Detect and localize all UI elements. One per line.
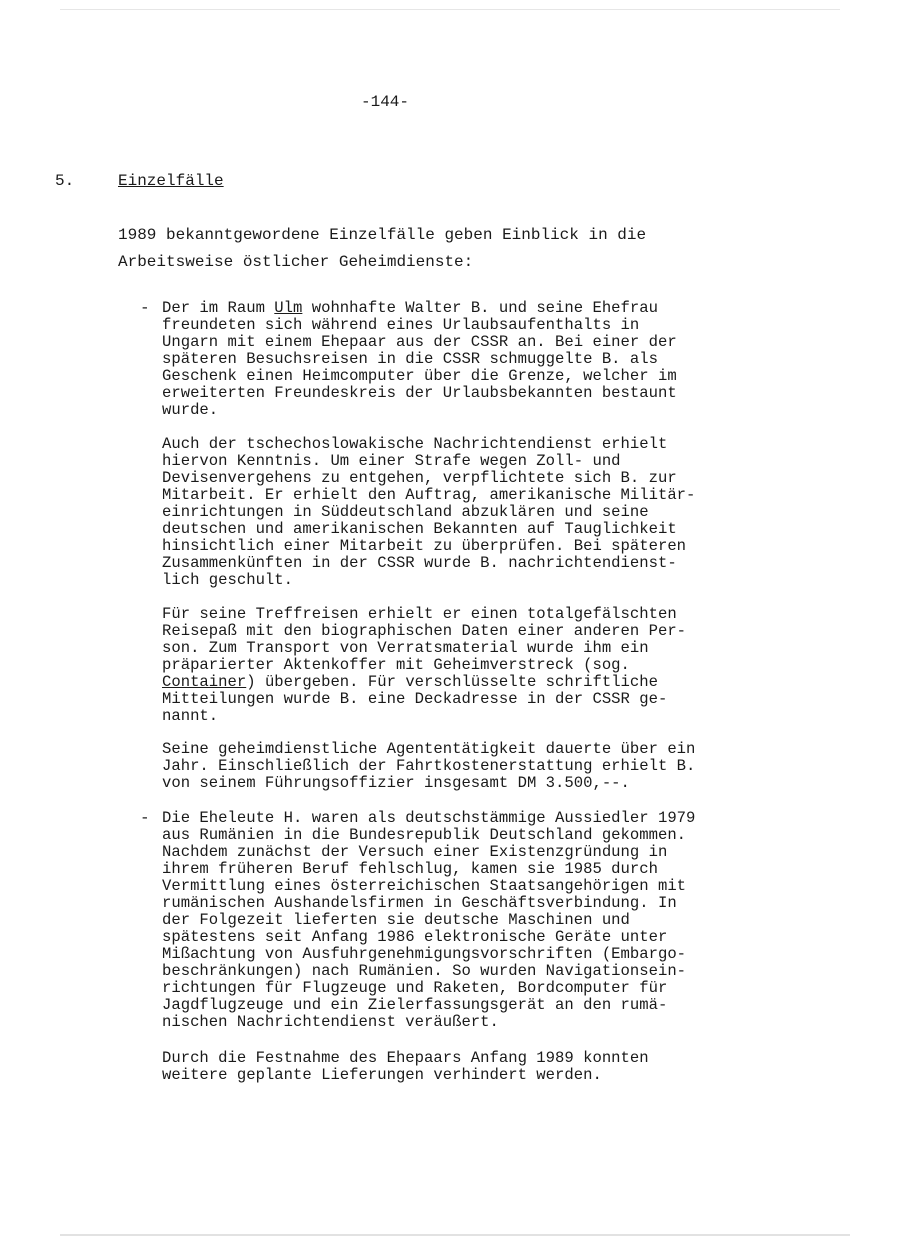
page-number: -144- xyxy=(360,93,409,111)
section-title: Einzelfälle xyxy=(118,172,224,190)
scan-edge-bottom xyxy=(60,1234,850,1236)
case1-paragraph-4: Seine geheimdienstliche Agententätigkeit dauerte über ein Jahr. Einschließlich der Fahrtkostenerstattung erhielt B. von seinem Führungsoffizier insgesamt DM 3.500,--. xyxy=(162,740,696,792)
place-ulm: Ulm xyxy=(274,299,303,317)
case1-p1-text-b: wohnhafte Walter B. und seine Ehefrau freundeten sich während eines Urlaubsaufenthalts in Ungarn mit einem Ehepaar aus der CSSR an. Bei einer der späteren Besuchsreisen in die CSSR schmuggelte B. als Geschenk einen Heimcomputer über die Grenze, welcher im erweiterten Freundeskreis der Urlaubsbekannten bestaunt wurde. xyxy=(162,299,677,419)
case1-p3-text-a: Für seine Treffreisen erhielt er einen totalgefälschten Reisepaß mit den biographischen Daten einer anderen Per- son. Zum Transport von Verratsmaterial wurde ihm ein präparierter Aktenkoffer mit Geheimverstreck (sog. xyxy=(162,605,687,674)
term-container: Container xyxy=(162,673,247,691)
case1-paragraph-3 xyxy=(162,606,782,725)
case1-p1-text-a: Der im Raum xyxy=(162,299,275,317)
case1-paragraph-1 xyxy=(162,300,782,419)
list-dash: - xyxy=(140,299,150,317)
list-dash: - xyxy=(140,809,150,827)
case1-p3-text-b: ) übergeben. Für verschlüsselte schriftliche Mitteilungen wurde B. eine Deckadresse in der CSSR ge- nannt. xyxy=(162,673,668,725)
case2-paragraph-2: Durch die Festnahme des Ehepaars Anfang 1989 konnten weitere geplante Lieferungen verhindert werden. xyxy=(162,1049,649,1084)
section-number: 5. xyxy=(55,172,75,190)
case2-paragraph-1: Die Eheleute H. waren als deutschstämmige Aussiedler 1979 aus Rumänien in die Bundesrepublik Deutschland gekommen. Nachdem zunächst der Versuch einer Existenzgründung in ihrem früheren Beruf fehlschlug, kamen sie 1985 durch Vermittlung eines österreichischen Staatsangehörigen mit rumänischen Aushandelsfirmen in Geschäftsverbindung. In der Folgezeit lieferten sie deutsche Maschinen und spätestens seit Anfang 1986 elektronische Geräte unter Mißachtung von Ausfuhrgenehmigungsvorschriften (Embargo- beschränkungen) nach Rumänien. So wurden Navigationsein- richtungen für Flugzeuge und Raketen, Bordcomputer für Jagdflugzeuge und ein Zielerfassungsgerät an den rumä- nischen Nachrichtendienst veräußert. xyxy=(162,809,696,1031)
scan-edge-top xyxy=(60,9,840,10)
intro-paragraph: 1989 bekanntgewordene Einzelfälle geben Einblick in die Arbeitsweise östlicher Geheimdienste: xyxy=(118,226,647,271)
case1-paragraph-2: Auch der tschechoslowakische Nachrichtendienst erhielt hiervon Kenntnis. Um einer Strafe wegen Zoll- und Devisenvergehens zu entgehen, verpflichtete sich B. zur Mitarbeit. Er erhielt den Auftrag, amerikanische Militär- einrichtungen in Süddeutschland abzuklären und seine deutschen und amerikanischen Bekannten auf Tauglichkeit hinsichtlich einer Mitarbeit zu überprüfen. Bei späteren Zusammenkünften in der CSSR wurde B. nachrichtendienst- lich geschult. xyxy=(162,435,696,589)
